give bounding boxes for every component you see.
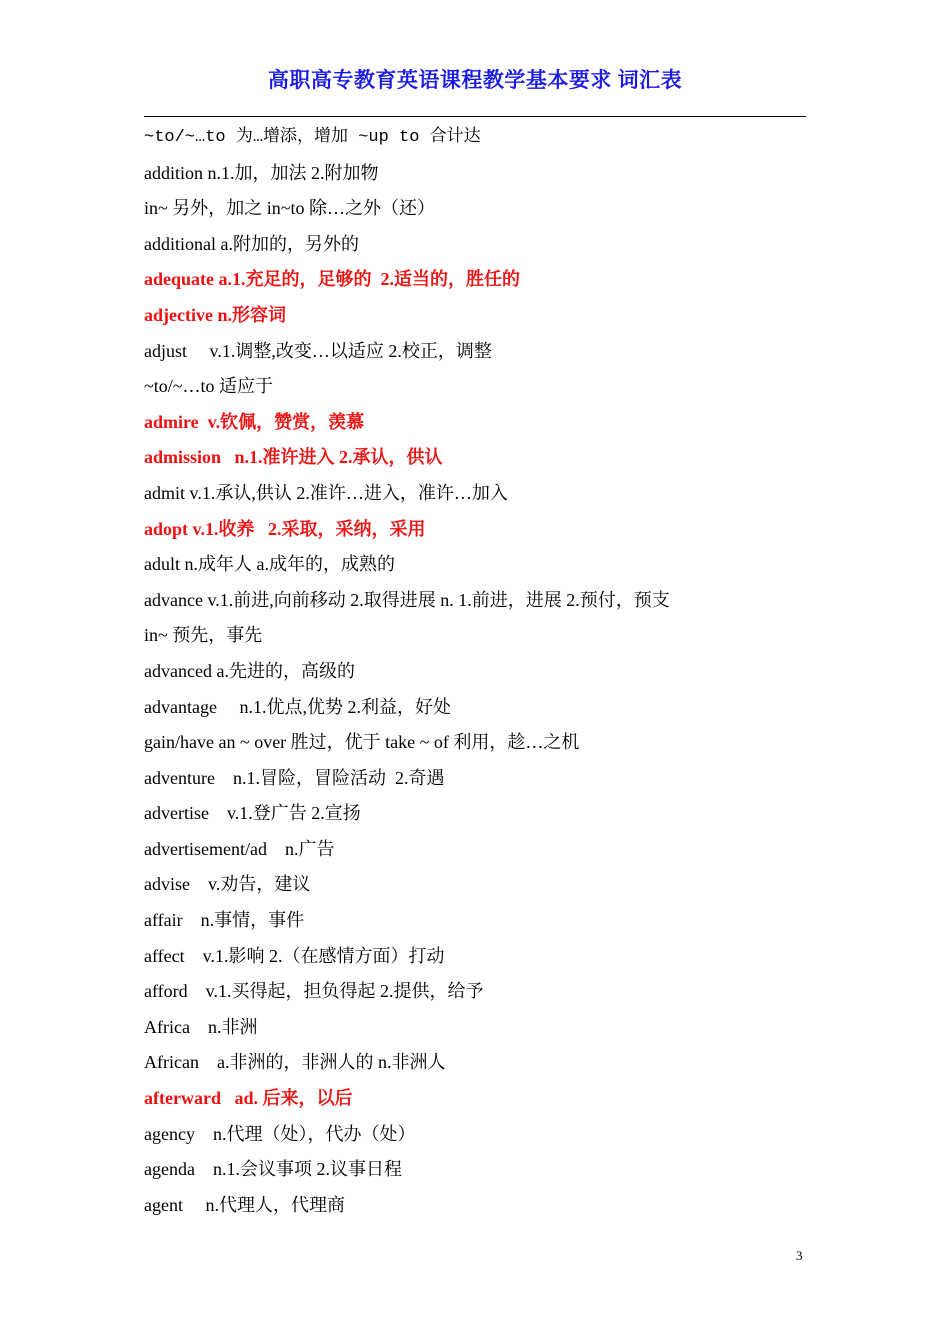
vocab-entry-highlighted: adequate a.1.充足的，足够的 2.适当的，胜任的	[144, 269, 521, 290]
vocab-entry: adventure n.1.冒险，冒险活动 2.奇遇	[144, 767, 445, 788]
vocab-entry: adjust v.1.调整,改变…以适应 2.校正，调整	[144, 340, 492, 361]
vocab-entry: advertise v.1.登广告 2.宣扬	[144, 803, 361, 824]
header-rule	[144, 116, 806, 117]
vocab-entry: advantage n.1.优点,优势 2.利益，好处	[144, 696, 451, 717]
vocab-entry: advanced a.先进的，高级的	[144, 660, 355, 681]
vocab-entry: ~to/~…to 适应于	[144, 376, 273, 397]
vocab-entry-highlighted: afterward ad. 后来，以后	[144, 1088, 353, 1109]
vocab-entry-highlighted: adjective n.形容词	[144, 304, 286, 325]
vocab-entry: advertisement/ad n.广告	[144, 838, 335, 859]
vocab-entry-highlighted: admission n.1.准许进入 2.承认，供认	[144, 447, 443, 468]
vocab-entry: affair n.事情，事件	[144, 910, 305, 931]
page-number: 3	[796, 1248, 803, 1263]
vocab-entry: advise v.劝告，建议	[144, 874, 311, 895]
vocab-entry-highlighted: admire v.钦佩，赞赏，羡慕	[144, 411, 365, 432]
vocab-entry: in~ 预先，事先	[144, 625, 263, 646]
vocabulary-list	[144, 120, 824, 1223]
vocab-entry: addition n.1.加，加法 2.附加物	[144, 162, 379, 183]
vocab-entry: in~ 另外，加之 in~to 除…之外（还）	[144, 198, 435, 219]
vocab-entry: agenda n.1.会议事项 2.议事日程	[144, 1159, 402, 1180]
vocab-entry: adult n.成年人 a.成年的，成熟的	[144, 554, 395, 575]
page-title: 高职高专教育英语课程教学基本要求 词汇表	[267, 68, 683, 92]
vocab-entry: Africa n.非洲	[144, 1016, 258, 1037]
vocab-entry-highlighted: adopt v.1.收养 2.采取，采纳，采用	[144, 518, 426, 539]
vocab-entry: admit v.1.承认,供认 2.准许…进入，准许…加入	[144, 482, 508, 503]
vocab-entry: African a.非洲的，非洲人的 n.非洲人	[144, 1052, 446, 1073]
vocab-entry: gain/have an ~ over 胜过，优于 take ~ of 利用，趁…之机	[144, 732, 580, 753]
vocab-entry: ~to/~…to 为…增添，增加 ~up to 合计达	[144, 128, 481, 147]
vocab-entry: afford v.1.买得起，担负得起 2.提供，给予	[144, 981, 484, 1002]
vocab-entry: agent n.代理人，代理商	[144, 1194, 345, 1215]
vocab-entry: additional a.附加的，另外的	[144, 233, 359, 254]
vocab-entry: affect v.1.影响 2.（在感情方面）打动	[144, 945, 445, 966]
vocab-entry: agency n.代理（处），代办（处）	[144, 1123, 416, 1144]
vocab-entry: advance v.1.前进,向前移动 2.取得进展 n. 1.前进，进展 2.预付，预支	[144, 589, 670, 610]
